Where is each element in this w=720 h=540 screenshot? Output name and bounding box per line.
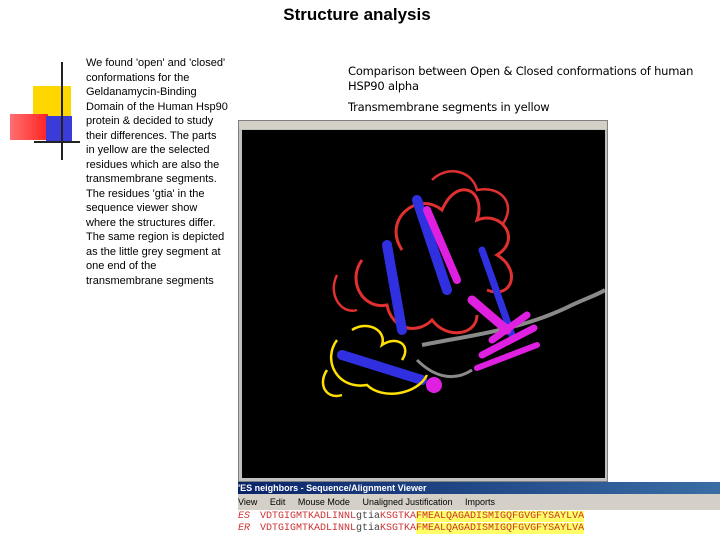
menu-mouse-mode[interactable]: Mouse Mode — [297, 497, 350, 507]
sequence-gap-residues: gtia — [356, 523, 381, 534]
protein-structure-render — [242, 130, 605, 478]
sequence-name: ER — [238, 523, 251, 534]
menu-imports[interactable]: Imports — [465, 497, 496, 507]
molecule-viewer-canvas[interactable] — [242, 130, 605, 478]
sequence-segment: KSGTKA — [380, 511, 417, 522]
sequence-name: ES — [238, 511, 251, 522]
sequence-rows[interactable] — [238, 510, 720, 540]
red-coil-3 — [432, 171, 508, 225]
magenta-end-ball — [426, 377, 442, 393]
decorative-horizontal-line — [34, 141, 80, 143]
grey-segment-2 — [417, 360, 472, 377]
sequence-gap-residues: gtia — [356, 511, 381, 522]
sequence-selected-segment: FMEALQAGADISMIGQFGVGFYSAYLVA — [416, 511, 585, 522]
slide-body-text: We found 'open' and 'closed' conformations for the Geldanamycin-Binding Domain of the Human Hsp90 protein & decided to study their differences. The parts in yellow are the selected residues which are also the transmembrane segments. The residues 'gtia' in the sequence viewer show where the structures differ. The same region is depicted as the little grey segment at one end of the transmembrane segments — [86, 57, 228, 287]
sequence-selected-segment: FMEALQAGADISMIGQFGVGFYSAYLVA — [416, 523, 585, 534]
molecule-viewer-window[interactable] — [238, 120, 608, 482]
decorative-blue-square — [46, 116, 72, 143]
red-coil-2 — [356, 260, 477, 333]
menu-unaligned-justification[interactable]: Unaligned Justification — [362, 497, 453, 507]
figure-caption-comparison: Comparison between Open & Closed conformations of human HSP90 alpha — [348, 64, 694, 93]
decorative-vertical-line — [61, 62, 63, 160]
sequence-viewer-window[interactable] — [238, 482, 720, 540]
decorative-red-square — [10, 114, 48, 140]
sequence-row[interactable] — [238, 523, 720, 535]
red-coil-4 — [334, 275, 357, 311]
menu-view[interactable]: View — [238, 497, 258, 507]
slide-title: Structure analysis — [283, 5, 431, 24]
figure-caption-transmembrane: Transmembrane segments in yellow — [348, 100, 550, 114]
sequence-segment: VDTGIGMTKADLINNL — [260, 511, 357, 522]
sequence-row[interactable] — [238, 511, 720, 523]
sequence-segment: VDTGIGMTKADLINNL — [260, 523, 357, 534]
sequence-segment: KSGTKA — [380, 523, 417, 534]
sequence-viewer-menubar — [238, 495, 720, 509]
sequence-viewer-titlebar: 'ES neighbors - Sequence/Alignment Viewer — [238, 482, 720, 494]
viewer-menubar — [239, 121, 607, 129]
blue-helix-3 — [342, 355, 422, 380]
menu-edit[interactable]: Edit — [269, 497, 286, 507]
blue-helix-2 — [387, 245, 402, 330]
yellow-segment-3 — [323, 370, 342, 396]
